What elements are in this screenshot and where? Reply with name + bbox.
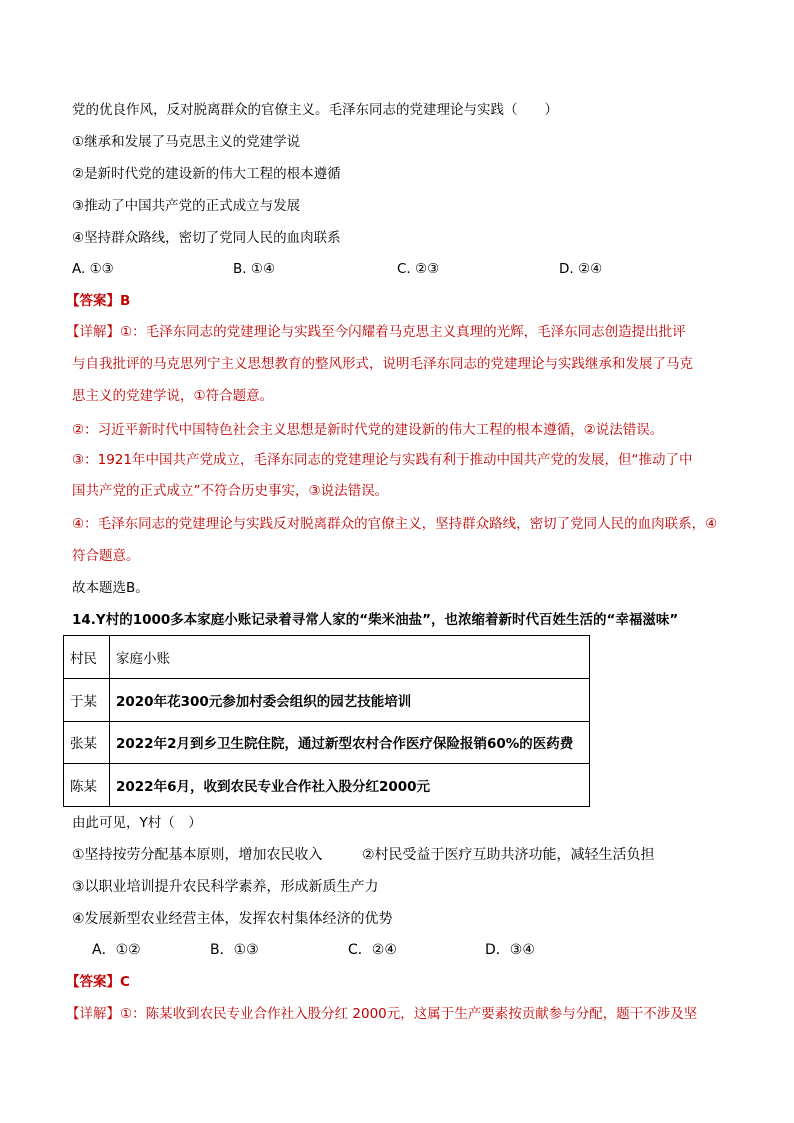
q13-explanation-line-2: 与自我批评的马克思列宁主义思想教育的整风形式，说明毛泽东同志的党建理论与实践继承和发展了马克 <box>72 356 693 372</box>
q13-statement-1: ①继承和发展了马克思主义的党建学说 <box>72 134 301 150</box>
q13-statement-4: ④坚持群众路线，密切了党同人民的血肉联系 <box>72 230 341 246</box>
q13-option-c[interactable]: C. ②③ <box>397 261 440 277</box>
q13-option-d[interactable]: D. ②④ <box>559 261 603 277</box>
table-cell-record: 2022年6月，收到农民专业合作社入股分红2000元 <box>110 764 590 807</box>
q13-explanation-line-8: 符合题意。 <box>72 548 140 564</box>
table-cell-villager: 张某 <box>64 721 110 764</box>
q14-statement-3: ③以职业培训提升农民科学素养，形成新质生产力 <box>72 879 379 895</box>
q14-statement-4: ④发展新型农业经营主体，发挥农村集体经济的优势 <box>72 911 393 927</box>
q13-stem-tail: 党的优良作风，反对脱离群众的官僚主义。毛泽东同志的党建理论与实践（ ） <box>72 102 558 118</box>
q14-stem: 14.Y村的1000多本家庭小账记录着寻常人家的“柴米油盐”，也浓缩着新时代百姓生活的“幸福滋味” <box>72 612 679 628</box>
q13-options <box>72 259 712 279</box>
q14-option-a[interactable]: A．①② <box>92 942 141 958</box>
q14-answer: 【答案】C <box>66 974 130 990</box>
q14-question: 由此可见，Y村（ ） <box>72 815 202 831</box>
q13-statement-3: ③推动了中国共产党的正式成立与发展 <box>72 198 301 214</box>
table-header-ledger: 家庭小账 <box>110 636 590 679</box>
q14-options <box>92 940 732 960</box>
table-row <box>64 721 590 764</box>
q14-statement-2: ②村民受益于医疗互助共济功能，减轻生活负担 <box>362 847 655 863</box>
q14-statement-1: ①坚持按劳分配基本原则，增加农民收入 <box>72 847 323 863</box>
table-cell-villager: 陈某 <box>64 764 110 807</box>
table-header-villager: 村民 <box>64 636 110 679</box>
q14-explanation-line-1: 【详解】①：陈某收到农民专业合作社入股分红 2000元，这属于生产要素按贡献参与分配，题干不涉及坚 <box>66 1006 698 1022</box>
q13-option-b[interactable]: B. ①④ <box>233 261 276 277</box>
q13-explanation-line-5: ③：1921年中国共产党成立，毛泽东同志的党建理论与实践有利于推动中国共产党的发展，但“推动了中 <box>72 452 693 468</box>
q13-explanation-line-4: ②：习近平新时代中国特色社会主义思想是新时代党的建设新的伟大工程的根本遵循，②说法错误。 <box>72 422 664 438</box>
q13-statement-2: ②是新时代党的建设新的伟大工程的根本遵循 <box>72 166 341 182</box>
q13-explanation-line-1: 【详解】①：毛泽东同志的党建理论与实践至今闪耀着马克思主义真理的光辉，毛泽东同志创造提出批评 <box>66 324 686 340</box>
q13-conclusion: 故本题选B。 <box>72 580 149 596</box>
table-cell-villager: 于某 <box>64 678 110 721</box>
table-cell-record: 2020年花300元参加村委会组织的园艺技能培训 <box>110 678 590 721</box>
q13-option-a[interactable]: A. ①③ <box>72 261 114 277</box>
q14-statements-row-1 <box>72 845 712 865</box>
q13-explanation-line-7: ④：毛泽东同志的党建理论与实践反对脱离群众的官僚主义，坚持群众路线，密切了党同人民的血肉联系，④ <box>72 516 718 532</box>
table-header-row <box>64 636 590 679</box>
q14-option-d[interactable]: D．③④ <box>485 942 535 958</box>
q14-option-b[interactable]: B．①③ <box>210 942 259 958</box>
table-cell-record: 2022年2月到乡卫生院住院，通过新型农村合作医疗保险报销60%的医药费 <box>110 721 590 764</box>
table-row <box>64 764 590 807</box>
table-row <box>64 678 590 721</box>
q13-explanation-line-3: 思主义的党建学说，①符合题意。 <box>72 388 274 404</box>
q13-explanation-line-6: 国共产党的正式成立”不符合历史事实，③说法错误。 <box>72 483 389 499</box>
q13-answer: 【答案】B <box>66 293 131 309</box>
q14-option-c[interactable]: C．②④ <box>348 942 397 958</box>
family-ledger-table <box>63 635 590 807</box>
